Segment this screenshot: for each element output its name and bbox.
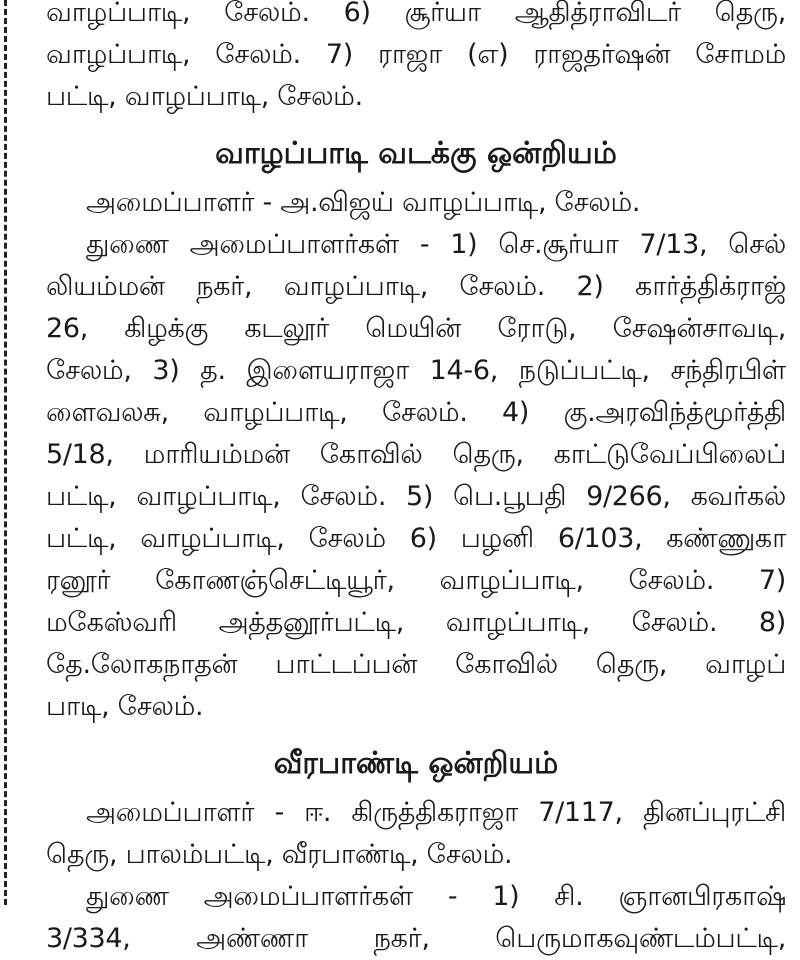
- text-line: மகேஸ்வரி அத்தனூர்பட்டி, வாழப்பாடி, சேலம். 8): [46, 607, 786, 638]
- text-line: 26, கிழக்கு கடலூர் மெயின் ரோடு, சேஷன்சாவடி,: [46, 313, 786, 344]
- text-line: பட்டி, வாழப்பாடி, சேலம் 6) பழனி 6/103, கண்ணுகா: [46, 523, 786, 554]
- column-divider: [4, 0, 7, 905]
- section-heading: வாழப்பாடி வடக்கு ஒன்றியம்: [215, 136, 617, 171]
- text-line: ரனூர் கோணஞ்செட்டியூர், வாழப்பாடி, சேலம். 7): [46, 565, 786, 596]
- article-column: [46, 0, 786, 960]
- text-line: 3/334, அண்ணா நகர், பெருமாகவுண்டம்பட்டி,: [46, 923, 786, 954]
- organizer-line: அமைப்பாளர் - ஈ. கிருத்திகராஜா 7/117, தினப்புரட்சி: [86, 797, 786, 828]
- text-line: தெரு, பாலம்பட்டி, வீரபாண்டி, சேலம்.: [46, 839, 513, 870]
- text-line: பட்டி, வாழப்பாடி, சேலம்.: [46, 81, 363, 112]
- text-line: துணை அமைப்பாளர்கள் - 1) செ.சூர்யா 7/13, செல்: [86, 229, 786, 260]
- text-line: தே.லோகநாதன் பாட்டப்பன் கோவில் தெரு, வாழப்: [46, 649, 786, 680]
- text-line: லியம்மன் நகர், வாழப்பாடி, சேலம். 2) கார்த்திக்ராஜ்: [46, 271, 786, 302]
- text-line: வாழப்பாடி, சேலம். 7) ராஜா (எ) ராஜதர்ஷன் சோமம்: [46, 39, 786, 70]
- organizer-line: அமைப்பாளர் - அ.விஜய் வாழப்பாடி, சேலம்.: [86, 187, 641, 218]
- text-line: பட்டி, வாழப்பாடி, சேலம். 5) பெ.பூபதி 9/266, கவர்கல்: [46, 481, 786, 512]
- text-line: வாழப்பாடி, சேலம். 6) சூர்யா ஆதித்ராவிடர் தெரு,: [46, 0, 786, 28]
- section-heading: வீரபாண்டி ஒன்றியம்: [273, 746, 559, 781]
- text-line: 5/18, மாரியம்மன் கோவில் தெரு, காட்டுவேப்பிலைப்: [46, 439, 786, 470]
- text-line: பாடி, சேலம்.: [46, 691, 204, 722]
- text-line: துணை அமைப்பாளர்கள் - 1) சி. ஞானபிரகாஷ்: [86, 881, 786, 912]
- text-line: சேலம், 3) த. இளையராஜா 14-6, நடுப்பட்டி, சந்திரபிள்: [46, 355, 786, 386]
- text-line: ளைவலசு, வாழப்பாடி, சேலம். 4) கு.அரவிந்த்மூர்த்தி: [46, 397, 786, 428]
